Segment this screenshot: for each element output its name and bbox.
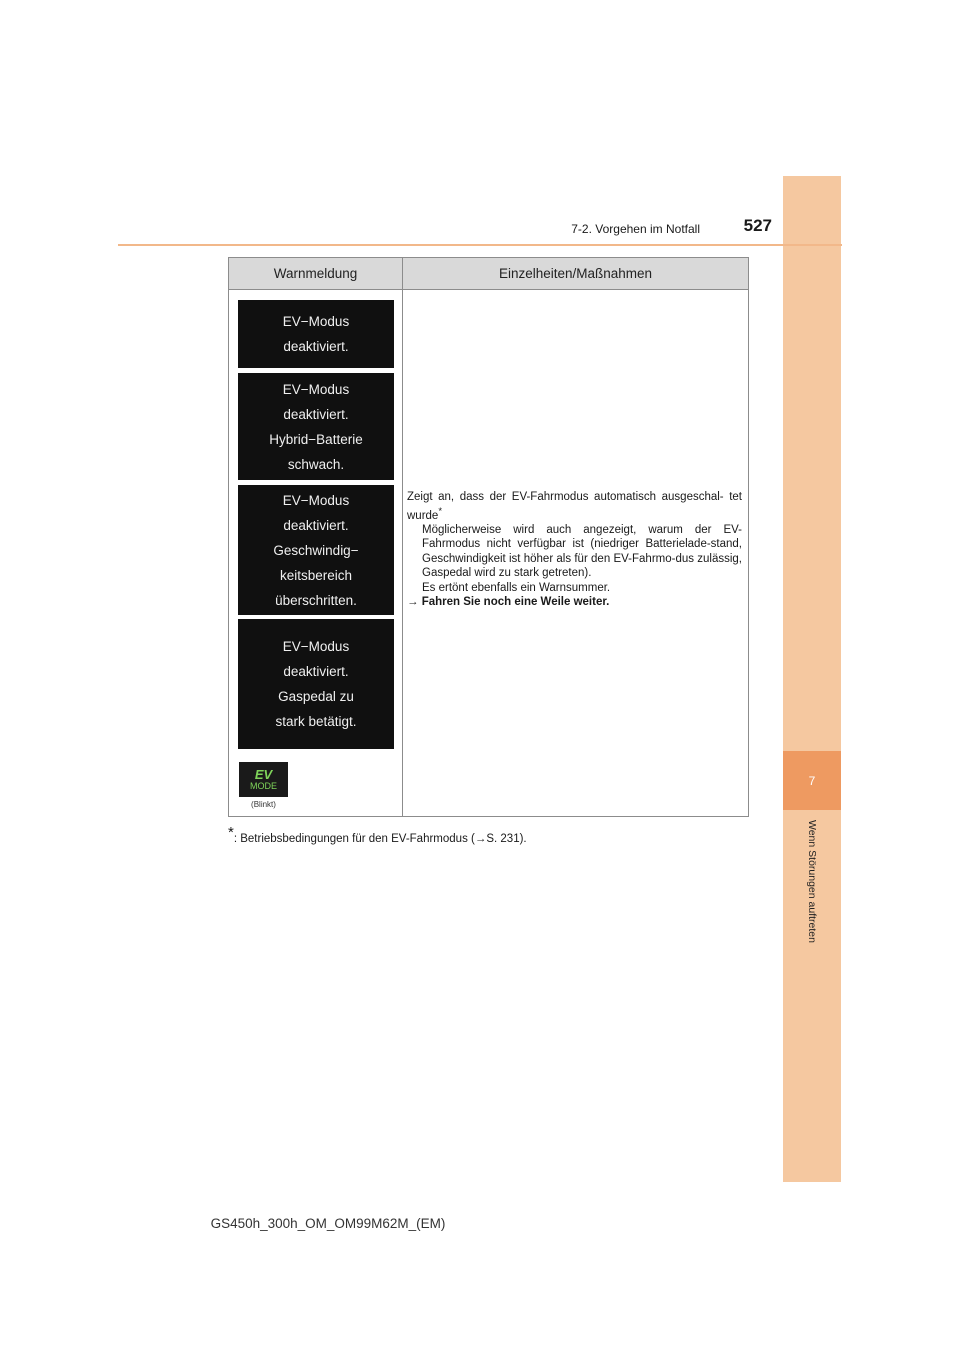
message-line: EV−Modus: [282, 492, 350, 508]
message-line: schwach.: [287, 456, 345, 472]
details-intro-mark: *: [438, 505, 443, 517]
message-line: EV−Modus: [282, 314, 350, 329]
ev-icon-bottom: MODE: [250, 781, 277, 791]
details-intro-text: Zeigt an, dass der EV-Fahrmodus automatisch ausgeschal- tet wurde: [407, 491, 742, 522]
column-divider: [402, 258, 403, 816]
message-line: Hybrid−Batterie: [269, 431, 363, 447]
message-line: Geschwindig−: [273, 542, 359, 558]
message-line: überschritten.: [275, 592, 357, 608]
section-title: 7-2. Vorgehen im Notfall: [571, 222, 700, 236]
message-line: Gaspedal zu: [278, 689, 354, 704]
details-action: → Fahren Sie noch eine Weile weiter.: [407, 596, 610, 609]
chapter-title: Wenn Störungen auftreten: [806, 820, 818, 943]
footnote-mark: *: [228, 824, 234, 841]
details-text: [407, 490, 742, 610]
footnote: [228, 824, 527, 845]
header-details: Einzelheiten/Maßnahmen: [498, 266, 653, 281]
details-buzzer: Es ertönt ebenfalls ein Warnsummer.: [422, 581, 611, 594]
header-warning: Warnmeldung: [273, 266, 358, 281]
footnote-text: : Betriebsbedingungen für den EV-Fahrmodus (→S. 231).: [233, 832, 527, 845]
message-line: deaktiviert.: [283, 339, 349, 354]
chapter-number-badge: [783, 751, 841, 810]
chapter-side-tab: [783, 176, 841, 1182]
message-line: keitsbereich: [279, 567, 353, 583]
message-speed-exceeded: [238, 485, 394, 615]
message-line: EV−Modus: [282, 381, 350, 397]
indicator-caption: (Blinkt): [251, 800, 276, 809]
document-id: GS450h_300h_OM_OM99M62M_(EM): [210, 1216, 446, 1231]
message-line: deaktiviert.: [283, 664, 349, 679]
message-accelerator-pressed: [238, 619, 394, 749]
message-line: deaktiviert.: [283, 406, 349, 422]
header-rule: [118, 244, 842, 246]
warning-table: [228, 257, 749, 817]
chapter-number: 7: [808, 773, 816, 788]
message-ev-deactivated: [238, 300, 394, 368]
table-header: [229, 258, 748, 290]
page-number: 527: [743, 216, 772, 235]
ev-mode-indicator-icon: [239, 762, 288, 797]
message-line: EV−Modus: [282, 639, 350, 654]
ev-icon-top: EV: [254, 767, 273, 782]
details-note: Möglicherweise wird auch angezeigt, warum der EV-Fahrmodus nicht verfügbar ist (niedriger Batterielade-stand, Geschwindigkeit ist höher als für den EV-Fahrmo-dus zulässig, Gaspedal wird zu stark getreten).: [422, 523, 742, 580]
details-intro: [407, 490, 742, 523]
message-line: stark betätigt.: [275, 714, 357, 729]
message-hybrid-battery-low: [238, 373, 394, 480]
message-line: deaktiviert.: [283, 517, 349, 533]
